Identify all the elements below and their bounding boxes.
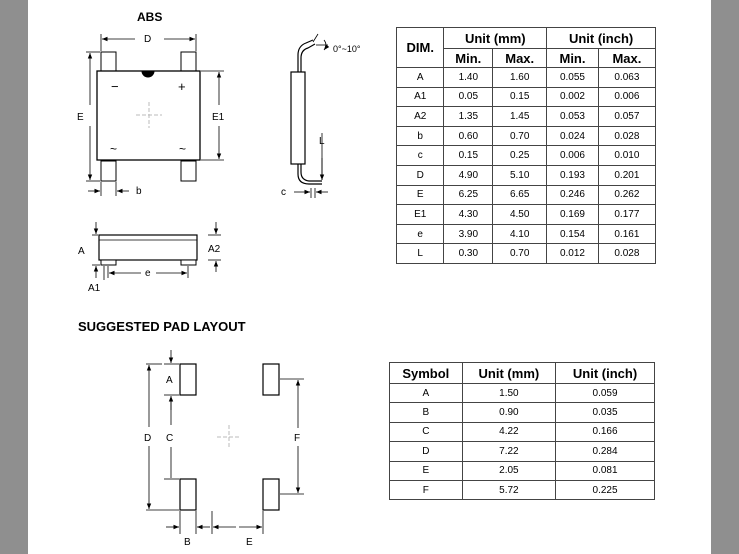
pad-label-a: A: [166, 375, 173, 386]
table-row: B 0.90 0.035: [390, 403, 655, 422]
unit-mm-header: Unit (mm): [444, 28, 547, 49]
mm-max-header: Max.: [493, 49, 547, 68]
table-row: E1 4.30 4.50 0.169 0.177: [397, 205, 656, 225]
symbol-header: Symbol: [390, 363, 463, 384]
dim-label-d: D: [144, 34, 152, 45]
pad-mm-header: Unit (mm): [462, 363, 555, 384]
dim-label-a2: A2: [208, 244, 221, 255]
mm-min-header: Min.: [444, 49, 493, 68]
ac-terminal-label-left: ~: [110, 142, 118, 156]
table-row: c 0.15 0.25 0.006 0.010: [397, 146, 656, 166]
pad-layout-title: SUGGESTED PAD LAYOUT: [78, 319, 246, 334]
table-row: A2 1.35 1.45 0.053 0.057: [397, 107, 656, 127]
top-view-drawing: [86, 34, 224, 196]
table-row: A 1.50 0.059: [390, 384, 655, 403]
table-row: A 1.40 1.60 0.055 0.063: [397, 68, 656, 88]
table-row: e 3.90 4.10 0.154 0.161: [397, 224, 656, 244]
datasheet-page: [28, 0, 711, 554]
package-title: ABS: [137, 10, 163, 24]
table-row: E 2.05 0.081: [390, 461, 655, 480]
dim-label-e-pitch: e: [145, 268, 151, 279]
dim-label-a1: A1: [88, 283, 101, 294]
pad-label-c: C: [166, 433, 174, 444]
plus-terminal-label: +: [178, 79, 186, 94]
dim-label-l: L: [319, 136, 325, 147]
table-row: D 4.90 5.10 0.193 0.201: [397, 165, 656, 185]
dim-label-b: b: [136, 186, 142, 197]
dim-label-c: c: [281, 187, 286, 198]
inch-max-header: Max.: [598, 49, 655, 68]
pad-label-e: E: [246, 537, 253, 548]
inch-min-header: Min.: [547, 49, 599, 68]
lead-angle-label: 0°~10°: [333, 44, 361, 54]
table-row: E 6.25 6.65 0.246 0.262: [397, 185, 656, 205]
unit-inch-header: Unit (inch): [547, 28, 656, 49]
table-row: F 5.72 0.225: [390, 480, 655, 499]
table-row: D 7.22 0.284: [390, 442, 655, 461]
ac-terminal-label-right: ~: [179, 142, 187, 156]
pad-label-b: B: [184, 537, 191, 548]
table-row: L 0.30 0.70 0.012 0.028: [397, 244, 656, 264]
table-row: b 0.60 0.70 0.024 0.028: [397, 126, 656, 146]
front-view-drawing: [92, 222, 221, 280]
pad-label-f: F: [294, 433, 301, 444]
dim-label-a: A: [78, 246, 85, 257]
dim-label-e: E: [77, 112, 84, 123]
minus-terminal-label: −: [111, 79, 119, 94]
table-row: C 4.22 0.166: [390, 422, 655, 441]
pad-inch-header: Unit (inch): [556, 363, 655, 384]
table-row: A1 0.05 0.15 0.002 0.006: [397, 87, 656, 107]
pad-layout-table: [389, 362, 655, 500]
side-view-drawing: [291, 34, 328, 198]
dim-header: DIM.: [397, 28, 444, 68]
pad-label-d: D: [144, 433, 152, 444]
dim-label-e1: E1: [212, 112, 225, 123]
dimension-table: [396, 27, 656, 264]
